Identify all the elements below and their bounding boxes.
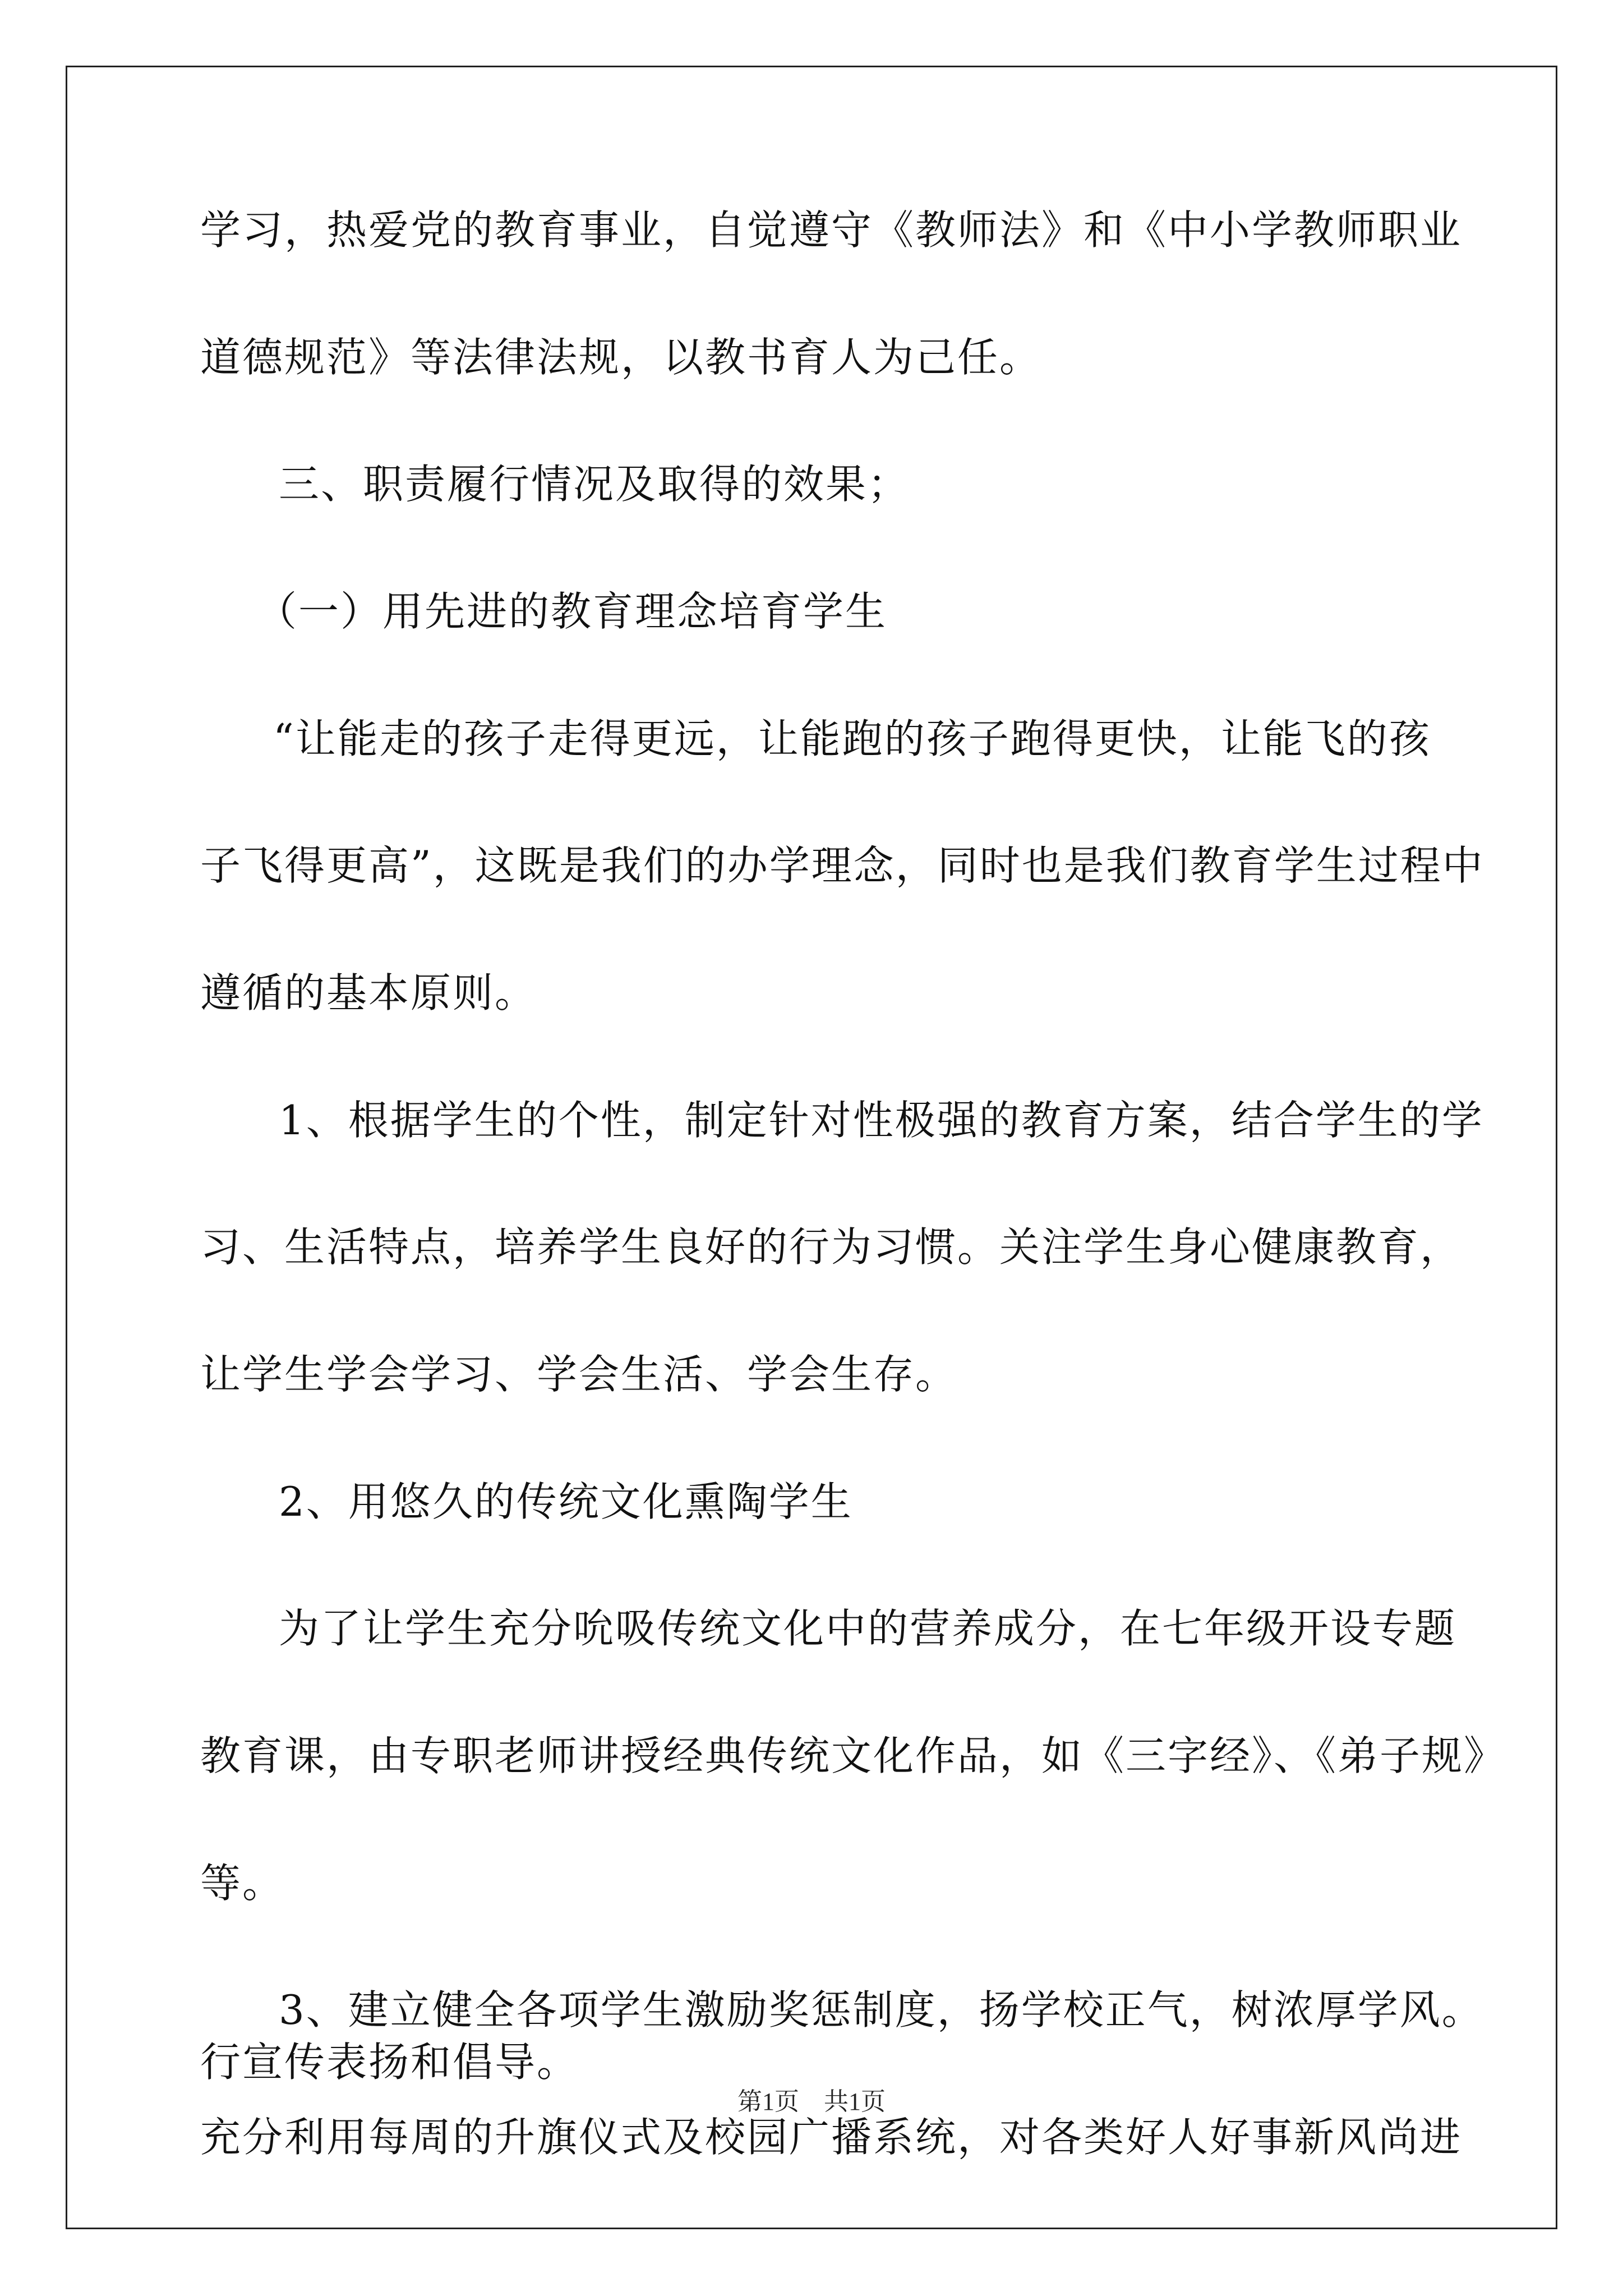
text-line: 教育课，由专职老师讲授经典传统文化作品，如《三字经》、《弟子规》: [200, 1732, 1506, 1779]
text-line: 为了让学生充分吮吸传统文化中的营养成分，在七年级开设专题: [279, 1605, 1457, 1652]
text-line: 1、根据学生的个性，制定针对性极强的教育方案，结合学生的学: [279, 1097, 1484, 1144]
section-heading: 三、职责履行情况及取得的效果；: [279, 461, 910, 508]
text-line: 子飞得更高”，这既是我们的办学理念，同时也是我们教育学生过程中: [200, 842, 1484, 889]
text-line: 3、建立健全各项学生激励奖惩制度，扬学校正气，树浓厚学风。: [279, 1986, 1484, 2033]
text-line: 道德规范》等法律法规，以教书育人为己任。: [200, 334, 1042, 381]
subsection-heading: （一）用先进的教育理念培育学生: [256, 588, 888, 635]
text-line: 等。: [200, 1860, 285, 1907]
text-line: 遵循的基本原则。: [200, 969, 537, 1016]
text-line: 行宣传表扬和倡导。: [200, 2039, 579, 2086]
text-line: 学习，热爱党的教育事业，自觉遵守《教师法》和《中小学教师职业: [200, 206, 1463, 254]
text-line: 让学生学会学习、学会生活、学会生存。: [200, 1351, 958, 1398]
text-line: 习、生活特点，培养学生良好的行为习惯。关注学生身心健康教育，: [200, 1223, 1463, 1271]
text-line: “让能走的孩子走得更远，让能跑的孩子跑得更快，让能飞的孩: [273, 715, 1431, 762]
page-number: 第1页 共1页: [737, 2088, 886, 2115]
text-line: 2、用悠久的传统文化熏陶学生: [279, 1478, 853, 1525]
text-line: 充分利用每周的升旗仪式及校园广播系统，对各类好人好事新风尚进: [200, 2114, 1463, 2161]
